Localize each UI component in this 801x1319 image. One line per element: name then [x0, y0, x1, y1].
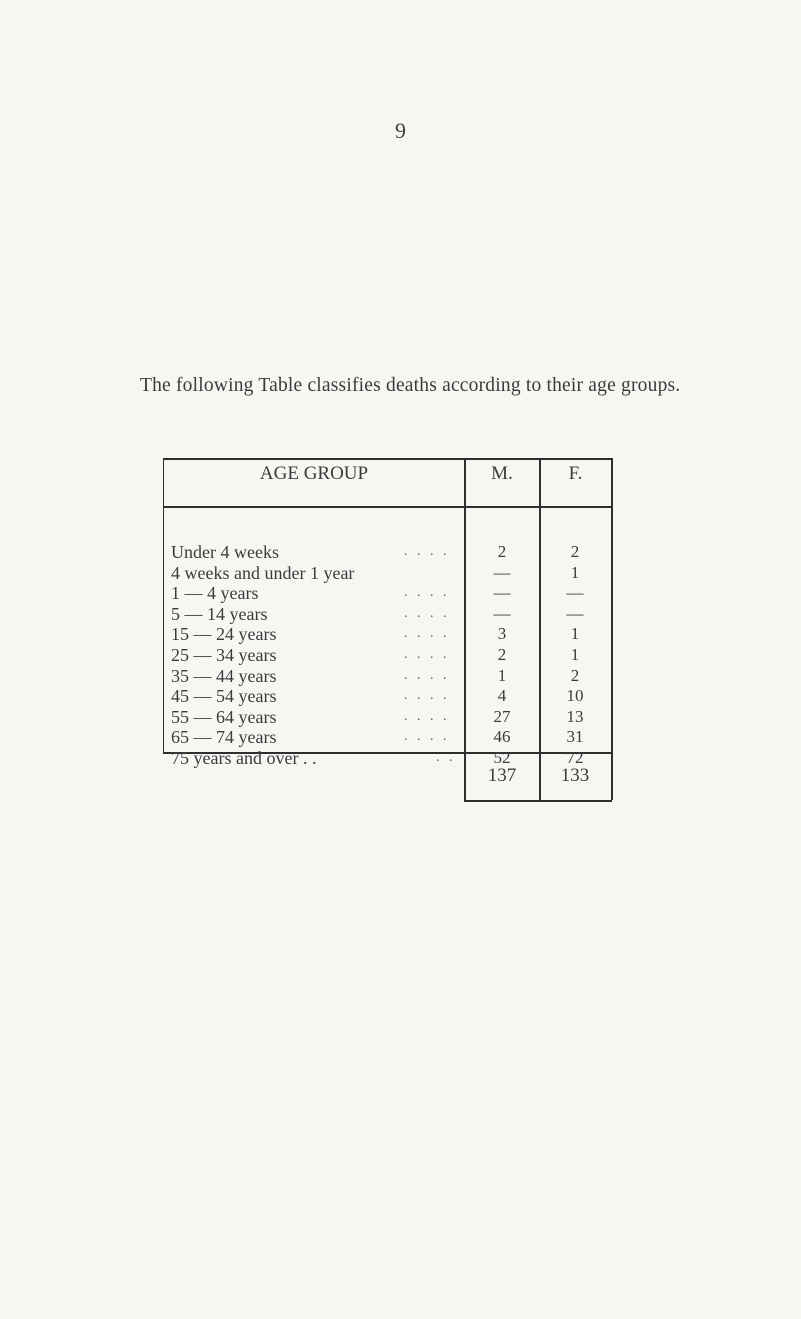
male-count: 1: [497, 666, 507, 685]
page-number: 9: [395, 118, 406, 143]
female-count: 1: [570, 624, 580, 643]
female-count: —: [566, 604, 584, 623]
age-label: 35 — 44 years: [171, 666, 277, 686]
leader-dots: . . . .: [404, 647, 450, 662]
female-count: 10: [566, 686, 584, 705]
age-label: 25 — 34 years: [171, 645, 277, 665]
leader-dots: . . . .: [404, 668, 450, 683]
male-count: —: [493, 563, 511, 582]
female-count: 2: [570, 666, 580, 685]
male-count: —: [493, 604, 511, 623]
left-border: [163, 458, 164, 752]
male-count: 2: [497, 645, 507, 664]
total-female: 133: [560, 765, 590, 786]
leader-dots: . . . .: [404, 688, 450, 703]
female-count: 31: [566, 727, 584, 746]
female-count: 2: [570, 542, 580, 561]
intro-paragraph: The following Table classifies deaths according to their age groups.: [140, 375, 681, 396]
leader-dots: . . . .: [404, 709, 450, 724]
header-female: F.: [568, 463, 583, 484]
column-divider-2: [539, 458, 541, 800]
male-count: 46: [493, 727, 511, 746]
total-male: 137: [487, 765, 517, 786]
header-bottom-rule: [163, 506, 613, 508]
totals-bottom-rule: [464, 800, 612, 802]
male-count: —: [493, 583, 511, 602]
age-label: 75 years and over . .: [171, 748, 317, 768]
age-label: 1 — 4 years: [171, 583, 259, 603]
age-label: Under 4 weeks: [171, 542, 279, 562]
age-label: 15 — 24 years: [171, 624, 277, 644]
age-label: 5 — 14 years: [171, 604, 268, 624]
age-label: 45 — 54 years: [171, 686, 277, 706]
leader-dots: . .: [436, 750, 456, 765]
female-count: —: [566, 583, 584, 602]
age-label: 55 — 64 years: [171, 707, 277, 727]
age-label: 65 — 74 years: [171, 727, 277, 747]
male-count: 52: [493, 748, 511, 767]
female-count: 1: [570, 645, 580, 664]
table-top-rule: [163, 458, 613, 460]
header-age-group: AGE GROUP: [259, 463, 369, 484]
right-border: [611, 458, 613, 800]
leader-dots: . . . .: [404, 606, 450, 621]
header-male: M.: [491, 463, 513, 484]
male-count: 2: [497, 542, 507, 561]
leader-dots: . . . .: [404, 729, 450, 744]
female-count: 13: [566, 707, 584, 726]
male-count: 3: [497, 624, 507, 643]
column-divider-1: [464, 458, 466, 800]
female-count: 72: [566, 748, 584, 767]
age-label: 4 weeks and under 1 year: [171, 563, 355, 583]
leader-dots: . . . .: [404, 626, 450, 641]
female-count: 1: [570, 563, 580, 582]
male-count: 4: [497, 686, 507, 705]
leader-dots: . . . .: [404, 544, 450, 559]
male-count: 27: [493, 707, 511, 726]
leader-dots: . . . .: [404, 585, 450, 600]
